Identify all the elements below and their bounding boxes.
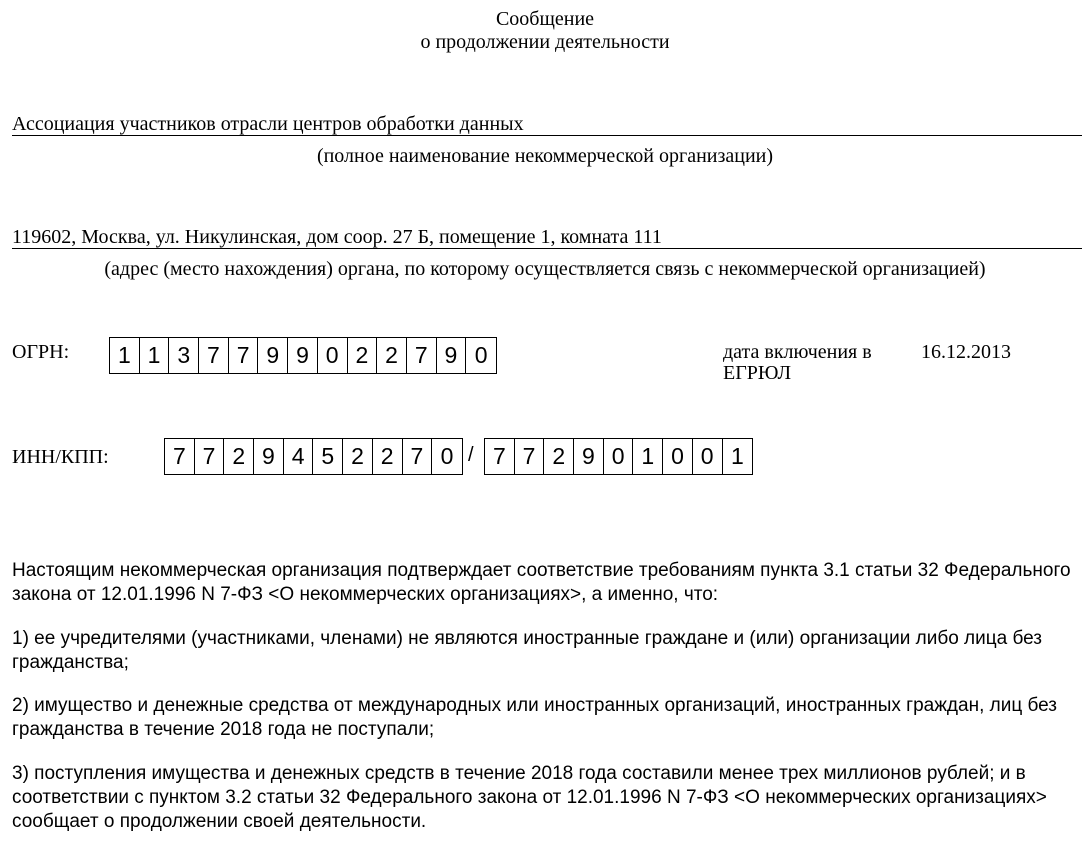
inn-digit-cell: 5 xyxy=(313,439,343,474)
kpp-digit-cell: 0 xyxy=(663,439,693,474)
ogrn-digit-cell: 0 xyxy=(474,342,488,368)
kpp-digit-cell: 7 xyxy=(485,439,515,474)
ogrn-digit-cell: 9 xyxy=(288,338,318,373)
kpp-digit-cell: 0 xyxy=(693,439,723,474)
inn-digit-cell: 7 xyxy=(165,439,195,474)
ogrn-digit-cell: 2 xyxy=(377,338,407,373)
inn-kpp-separator: / xyxy=(468,444,474,466)
ogrn-digit-cell: 0 xyxy=(318,338,348,373)
ogrn-digit-cell: 7 xyxy=(407,338,437,373)
kpp-digit-cell: 7 xyxy=(515,439,545,474)
ogrn-digit-cell: 7 xyxy=(229,338,259,373)
kpp-digit-cell: 1 xyxy=(633,439,663,474)
ogrn-digit-cell: 1 xyxy=(110,338,140,373)
kpp-digit-boxes xyxy=(484,438,753,475)
inn-digit-cell: 2 xyxy=(343,439,373,474)
ogrn-digit-cell: 9 xyxy=(437,338,467,373)
inn-digit-cell: 2 xyxy=(224,439,254,474)
document-title-line1: Сообщение xyxy=(495,8,595,30)
ogrn-digit-cell: 9 xyxy=(258,338,288,373)
organization-address-caption: (адрес (место нахождения) органа, по которому осуществляется связь с некоммерческой организацией) xyxy=(104,258,986,280)
inn-digit-cell: 7 xyxy=(195,439,225,474)
egrul-date-label-line2: ЕГРЮЛ xyxy=(723,362,792,384)
inn-digit-cell: 4 xyxy=(284,439,314,474)
kpp-digit-cell: 0 xyxy=(604,439,634,474)
ogrn-digit-boxes xyxy=(109,337,497,374)
organization-name: Ассоциация участников отрасли центров обработки данных xyxy=(12,113,524,135)
inn-digit-cell: 7 xyxy=(403,439,433,474)
inn-kpp-label: ИНН/КПП: xyxy=(12,446,109,468)
kpp-digit-cell: 9 xyxy=(574,439,604,474)
inn-digit-cell: 2 xyxy=(373,439,403,474)
statement-item-1: 1) ее учредителями (участниками, членами) не являются иностранные граждане и (или) организации либо лица без гражданства; xyxy=(12,628,1042,673)
statement-item-2: 2) имущество и денежные средства от международных или иностранных организаций, иностранных граждан, лиц без гражданства в течение 2018 года не поступали; xyxy=(12,695,1058,740)
egrul-date-label-line1: дата включения в xyxy=(723,341,872,363)
inn-digit-boxes xyxy=(164,438,463,475)
statement-intro: Настоящим некоммерческая организация подтверждает соответствие требованиям пункта 3.1 статьи 32 Федерального закона от 12.01.1996 N 7-ФЗ <О некоммерческих организациях>, а именно, что: xyxy=(12,560,1071,605)
organization-address-rule xyxy=(12,248,1082,249)
ogrn-label: ОГРН: xyxy=(12,341,70,363)
kpp-digit-cell: 1 xyxy=(730,443,744,469)
ogrn-digit-cell: 7 xyxy=(199,338,229,373)
organization-name-rule xyxy=(12,135,1082,136)
egrul-date-value: 16.12.2013 xyxy=(921,341,1011,363)
organization-name-caption: (полное наименование некоммерческой организации) xyxy=(316,145,774,167)
ogrn-digit-cell: 3 xyxy=(169,338,199,373)
inn-digit-cell: 9 xyxy=(254,439,284,474)
inn-digit-cell: 0 xyxy=(440,443,454,469)
organization-address: 119602, Москва, ул. Никулинская, дом соор. 27 Б, помещение 1, комната 111 xyxy=(12,226,662,248)
ogrn-digit-cell: 1 xyxy=(140,338,170,373)
kpp-digit-cell: 2 xyxy=(544,439,574,474)
statement-item-3: 3) поступления имущества и денежных средств в течение 2018 года составили менее трех миллионов рублей; и в соответствии с пунктом 3.2 статьи 32 Федерального закона от 12.01.1996 N 7-ФЗ <О некоммерческих организациях> сообщает о продолжении своей деятельности. xyxy=(12,763,1047,832)
document-title-line2: о продолжении деятельности xyxy=(420,31,670,53)
ogrn-digit-cell: 2 xyxy=(348,338,378,373)
